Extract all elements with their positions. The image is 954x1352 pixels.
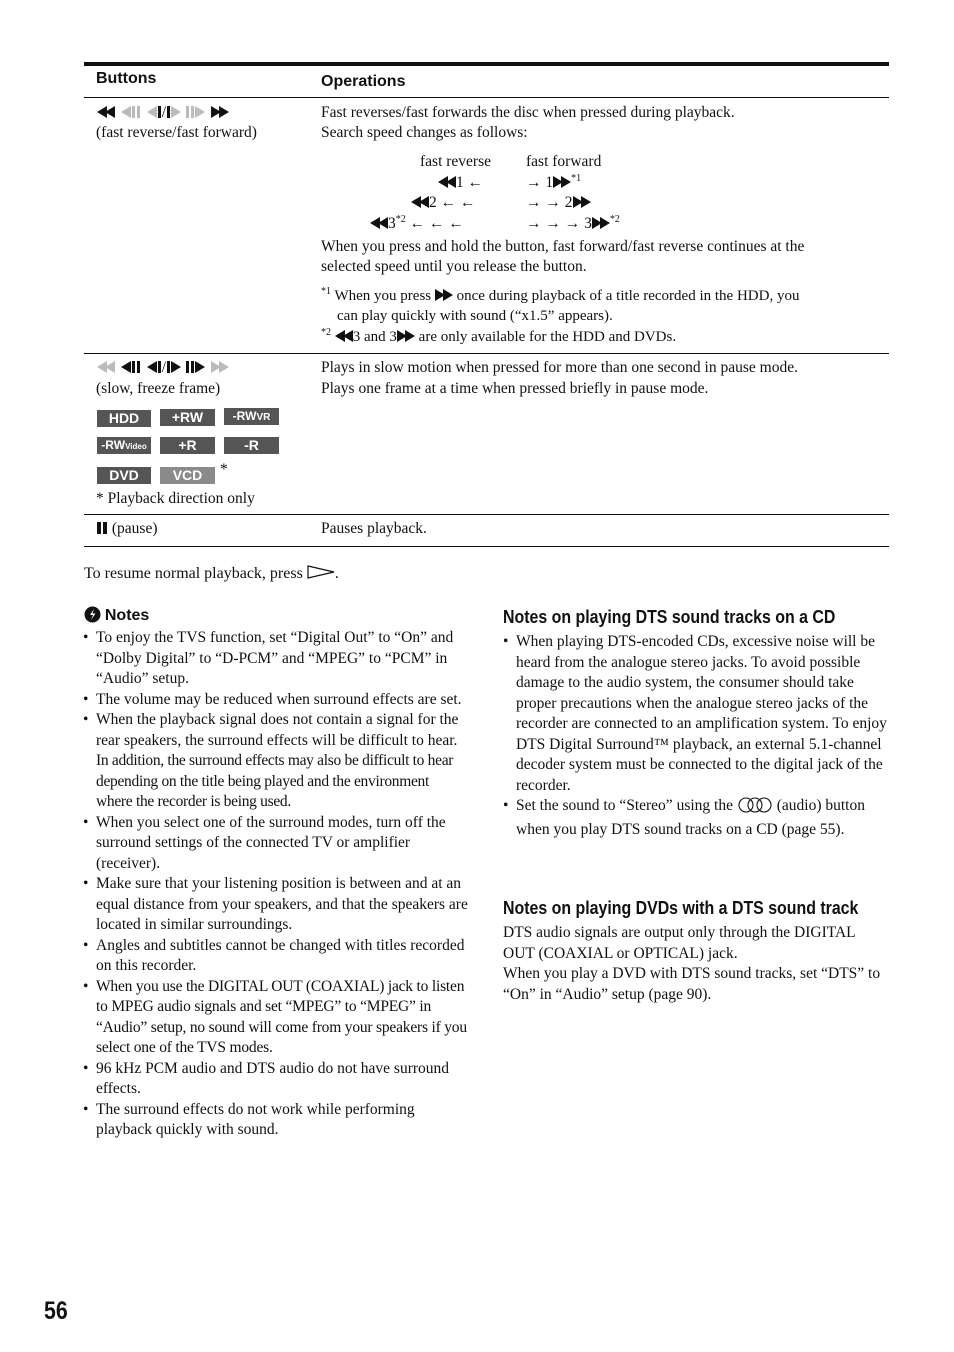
speed-forward-2: → → 2: [526, 193, 591, 214]
list-item: • Make sure that your listening position is between and at an equal distance from your speakers, and that the speakers are located in similar surroundings.: [83, 874, 468, 936]
table-bottom-rule: [84, 546, 889, 547]
notes-icon: [84, 606, 101, 628]
fast-reverse-icon: [97, 104, 115, 121]
row2-op-line2: Plays one frame at a time when pressed briefly in pause mode.: [321, 380, 709, 397]
badge-hdd: HDD: [97, 410, 151, 427]
resume-text: To resume normal playback, press .: [84, 564, 339, 586]
badge-vcd: VCD: [160, 467, 215, 484]
row2-op-line1: Plays in slow motion when pressed for more than one second in pause mode.: [321, 359, 798, 376]
row2-rule: [84, 514, 889, 515]
header-buttons: Buttons: [96, 70, 157, 87]
header-rule: [84, 97, 889, 98]
dts-cd-list: [503, 632, 889, 840]
badge-asterisk: *: [220, 461, 228, 478]
speed-reverse-3: 3$^{*2}$ ← ← ←: [370, 214, 464, 235]
footnote-1-line2: can play quickly with sound (“x1.5” appears).: [337, 308, 613, 324]
header-operations: Operations: [321, 73, 406, 90]
list-item: • 96 kHz PCM audio and DTS audio do not have surround effects.: [83, 1059, 468, 1100]
speed-reverse-2: 2 ← ←: [411, 193, 476, 214]
badge-dvd: DVD: [97, 467, 151, 484]
slow-button-label: (slow, freeze frame): [96, 380, 221, 397]
badge-plus-r: +R: [160, 437, 215, 454]
list-item: • When you use the DIGITAL OUT (COAXIAL) jack to listen to MPEG audio signals and set “MPEG” to “MPEG” in “Audio” setup, no sound will come from your speakers if you select one of the TVS modes.: [83, 977, 468, 1059]
speed-forward-3: → → → 3 $^{*2}$: [526, 213, 620, 232]
speed-fast-forward-label: fast forward: [526, 153, 602, 170]
page-number: 56: [44, 1297, 68, 1325]
play-icon: [307, 565, 335, 586]
fast-forward-icon: [435, 288, 453, 304]
badge-plus-rw: +RW: [160, 409, 215, 426]
list-item: • Angles and subtitles cannot be changed with titles recorded on this recorder.: [83, 936, 468, 977]
fast-forward-icon: [209, 104, 229, 121]
row1-op-line1: Fast reverses/fast forwards the disc when pressed during playback.: [321, 104, 735, 121]
audio-button-icon: [737, 797, 773, 820]
slow-freeze-icons: /: [97, 358, 229, 379]
row1-rule: [84, 353, 889, 354]
dts-dvd-para2: When you play a DVD with DTS sound tracks, set “DTS” to “On” in “Audio” setup (page 90).: [503, 965, 881, 1003]
row3-op-line1: Pauses playback.: [321, 520, 427, 537]
list-item: • The volume may be reduced when surround effects are set.: [83, 690, 468, 711]
list-item: • To enjoy the TVS function, set “Digital Out” to “On” and “Dolby Digital” to “D-PCM” and “MPEG” to “PCM” in “Audio” setup.: [83, 628, 468, 690]
pause-icon: [97, 520, 108, 537]
list-item: • The surround effects do not work while performing playback quickly with sound.: [83, 1100, 468, 1141]
row1-hold-line2: selected speed until you release the button.: [321, 258, 587, 275]
row1-hold-line1: When you press and hold the button, fast forward/fast reverse continues at the: [321, 238, 805, 255]
dts-cd-heading: Notes on playing DTS sound tracks on a CD: [503, 606, 836, 627]
speed-forward-1: → 1 $^{*1}$: [526, 172, 582, 191]
slow-footnote: * Playback direction only: [96, 490, 255, 507]
badge-minus-rw-vr: -RWVR: [224, 408, 279, 425]
slow-forward-icon: [185, 104, 205, 121]
fast-reverse-forward-icons: /: [97, 103, 229, 124]
speed-reverse-1: 1 ←: [438, 173, 483, 194]
fast-reverse-icon: [335, 329, 353, 345]
row1-op-line2: Search speed changes as follows:: [321, 124, 528, 141]
list-item: • When you select one of the surround modes, turn off the surround settings of the connected TV or amplifier (receiver).: [83, 813, 468, 875]
table-top-rule: [84, 62, 889, 66]
speed-fast-reverse-label: fast reverse: [420, 153, 491, 170]
notes-list: [83, 628, 468, 1141]
badge-minus-r: -R: [224, 437, 279, 454]
footnote-1: $^{*1}$ When you press once during playback of a title recorded in the HDD, you: [321, 286, 800, 304]
fast-button-label: (fast reverse/fast forward): [96, 124, 257, 141]
replay-icon: [145, 104, 162, 121]
advance-icon: [166, 104, 181, 121]
slow-reverse-icon: [119, 104, 141, 121]
list-item: • Set the sound to “Stereo” using the (audio) button when you play DTS sound tracks on a CD (page 55).: [503, 796, 889, 840]
list-item: • When playing DTS-encoded CDs, excessive noise will be heard from the analogue stereo jacks. To avoid possible damage to the audio system, the consumer should take proper precautions when the analogue stereo jacks of the recorder are connected to an amplification system. To enjoy DTS Digital Surround™ playback, an external 5.1-channel decoder system must be connected to the digital jack of the recorder.: [503, 632, 889, 796]
fast-forward-icon: [397, 329, 415, 345]
notes-heading: Notes: [84, 606, 149, 626]
dts-dvd-para1: DTS audio signals are output only through the DIGITAL OUT (COAXIAL or OPTICAL) jack.: [503, 924, 856, 962]
list-item: • When the playback signal does not contain a signal for the rear speakers, the surround effects will be difficult to hear. In addition, the surround effects may also be difficult to hear depending on the title being played and the environment where the recorder is being used.: [83, 710, 468, 813]
dts-dvd-heading: Notes on playing DVDs with a DTS sound track: [503, 897, 859, 918]
badge-minus-rw-video: -RWVideo: [97, 437, 151, 454]
pause-row-button: (pause): [97, 519, 158, 540]
footnote-2: $^{*2}$ 3 and 3 are only available for the HDD and DVDs.: [321, 327, 677, 345]
